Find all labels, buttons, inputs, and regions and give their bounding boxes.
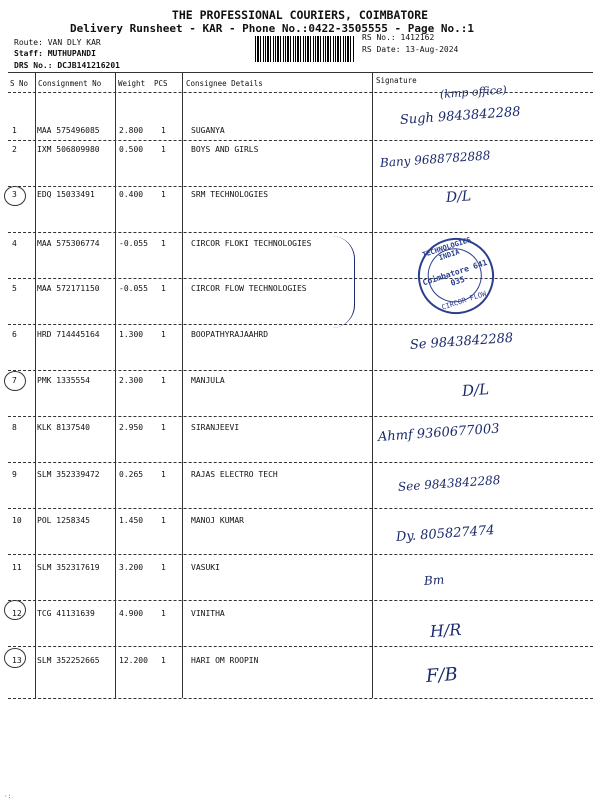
handwritten-signature: D/L xyxy=(461,380,490,400)
row-consignee: SIRANJEEVI xyxy=(191,423,240,432)
row-pcs: 1 xyxy=(161,609,166,618)
rs-date-label: RS Date: xyxy=(362,45,401,54)
row-consignment-no: IXM 506809980 xyxy=(37,145,100,154)
handwritten-signature: D/L xyxy=(445,188,472,206)
row-pcs: 1 xyxy=(161,376,166,385)
col-consignee: Consignee Details xyxy=(186,79,263,88)
col-signature: Signature xyxy=(376,76,417,85)
row-consignee: VASUKI xyxy=(191,563,220,572)
handwritten-signature: Dy. 805827474 xyxy=(395,523,496,545)
row-consignment-no: SLM 352317619 xyxy=(37,563,100,572)
handwritten-signature: H/R xyxy=(429,619,462,641)
staff-value: MUTHUPANDI xyxy=(47,49,96,58)
handwritten-signature: Ahmf 9360677003 xyxy=(377,421,500,445)
row-weight: 1.450 xyxy=(119,516,144,525)
row-sno: 7 xyxy=(12,376,17,385)
row-pcs: 1 xyxy=(161,563,166,572)
row-weight: 0.265 xyxy=(119,470,144,479)
row-consignee: CIRCOR FLOW TECHNOLOGIES xyxy=(191,284,307,293)
stamp-bottom-text: CIRCOR FLOW xyxy=(440,289,488,312)
row-consignment-no: SLM 352339472 xyxy=(37,470,100,479)
column-divider xyxy=(35,73,36,698)
row-consignment-no: TCG 41131639 xyxy=(37,609,95,618)
row-weight: 3.200 xyxy=(119,563,144,572)
row-separator xyxy=(8,462,593,463)
row-consignment-no: MAA 575306774 xyxy=(37,239,100,248)
row-sno: 3 xyxy=(12,190,17,199)
row-pcs: 1 xyxy=(161,516,166,525)
rs-date-value: 13-Aug-2024 xyxy=(405,45,459,54)
row-pcs: 1 xyxy=(161,284,166,293)
handwritten-signature: Bany 9688782888 xyxy=(379,148,491,170)
row-weight: 0.400 xyxy=(119,190,144,199)
row-sno: 6 xyxy=(12,330,17,339)
signature-brace-mark xyxy=(332,236,355,328)
row-sno: 13 xyxy=(12,656,22,665)
row-weight: 1.300 xyxy=(119,330,144,339)
drs-label: DRS No.: xyxy=(14,61,53,70)
row-consignee: HARI OM ROOPIN xyxy=(191,656,259,665)
row-sno: 10 xyxy=(12,516,22,525)
row-weight: 2.800 xyxy=(119,126,144,135)
row-weight: 2.950 xyxy=(119,423,144,432)
row-consignee: CIRCOR FLOKI TECHNOLOGIES xyxy=(191,239,312,248)
row-pcs: 1 xyxy=(161,145,166,154)
row-consignee: RAJAS ELECTRO TECH xyxy=(191,470,278,479)
row-weight: 0.500 xyxy=(119,145,144,154)
handwritten-signature: Se 9843842288 xyxy=(409,330,514,353)
row-pcs: 1 xyxy=(161,190,166,199)
col-weight: Weight xyxy=(118,79,146,88)
row-consignment-no: EDQ 15033491 xyxy=(37,190,95,199)
stamp-top-text: TECHNOLOGIES INDIA xyxy=(421,235,473,263)
route-label: Route: xyxy=(14,38,43,47)
row-consignee: BOYS AND GIRLS xyxy=(191,145,259,154)
handwritten-signature: Bm xyxy=(423,572,445,588)
column-divider xyxy=(115,73,116,698)
corner-mark: ·: xyxy=(4,793,12,800)
row-weight: -0.055 xyxy=(119,284,148,293)
row-sno: 4 xyxy=(12,239,17,248)
row-consignment-no: KLK 8137540 xyxy=(37,423,90,432)
row-consignment-no: PMK 1335554 xyxy=(37,376,90,385)
row-separator xyxy=(8,232,593,233)
row-consignment-no: MAA 572171150 xyxy=(37,284,100,293)
rs-no-value: 1412162 xyxy=(400,33,435,42)
row-separator xyxy=(8,646,593,647)
row-consignee: BOOPATHYRAJAAHRD xyxy=(191,330,269,339)
row-separator xyxy=(8,416,593,417)
row-separator xyxy=(8,370,593,371)
row-sno: 8 xyxy=(12,423,17,432)
row-sno: 2 xyxy=(12,145,17,154)
handwritten-signature: F/B xyxy=(425,663,459,687)
rs-date-field xyxy=(362,45,458,54)
row-weight: 2.300 xyxy=(119,376,144,385)
row-sno: 9 xyxy=(12,470,17,479)
column-divider xyxy=(372,73,373,698)
row-sno: 5 xyxy=(12,284,17,293)
row-sno: 12 xyxy=(12,609,22,618)
row-separator xyxy=(8,698,593,699)
rs-no-field xyxy=(362,33,434,42)
row-circle-mark xyxy=(4,600,26,620)
row-consignment-no: MAA 575496085 xyxy=(37,126,100,135)
table-top-border xyxy=(8,72,593,73)
row-weight: 12.200 xyxy=(119,656,148,665)
staff-field xyxy=(14,49,96,58)
row-consignee: SRM TECHNOLOGIES xyxy=(191,190,269,199)
row-separator xyxy=(8,508,593,509)
row-pcs: 1 xyxy=(161,470,166,479)
row-sno: 1 xyxy=(12,126,17,135)
col-sno: S No xyxy=(10,79,29,88)
barcode-image xyxy=(255,36,355,62)
row-pcs: 1 xyxy=(161,330,166,339)
row-consignee: SUGANYA xyxy=(191,126,225,135)
row-separator xyxy=(8,278,593,279)
company-seal-stamp xyxy=(408,228,504,324)
handwritten-signature: See 9843842288 xyxy=(397,472,501,494)
drs-field xyxy=(14,61,120,70)
row-circle-mark xyxy=(4,186,26,206)
row-circle-mark xyxy=(4,648,26,668)
row-sno: 11 xyxy=(12,563,22,572)
handwritten-signature: Sugh 9843842288 xyxy=(399,104,522,128)
route-field xyxy=(14,38,101,47)
column-divider xyxy=(182,73,183,698)
company-title: THE PROFESSIONAL COURIERS, COIMBATORE xyxy=(171,8,429,22)
col-consignment: Consignment No xyxy=(38,79,102,88)
row-consignment-no: POL 1258345 xyxy=(37,516,90,525)
row-consignee: VINITHA xyxy=(191,609,225,618)
row-pcs: 1 xyxy=(161,423,166,432)
row-pcs: 1 xyxy=(161,239,166,248)
row-separator xyxy=(8,600,593,601)
row-consignment-no: HRD 714445164 xyxy=(37,330,100,339)
row-circle-mark xyxy=(4,371,26,391)
row-separator xyxy=(8,324,593,325)
rs-no-label: RS No.: xyxy=(362,33,396,42)
row-separator xyxy=(8,140,593,141)
row-separator xyxy=(8,186,593,187)
row-pcs: 1 xyxy=(161,656,166,665)
row-consignment-no: SLM 352252665 xyxy=(37,656,100,665)
row-weight: 4.900 xyxy=(119,609,144,618)
stamp-middle-text: Coimbatore 641 035 xyxy=(421,257,489,288)
row-weight: -0.055 xyxy=(119,239,148,248)
row-consignee: MANJULA xyxy=(191,376,225,385)
route-value: VAN DLY KAR xyxy=(47,38,101,47)
runsheet-title: Delivery Runsheet - KAR - Phone No.:0422-3505555 - Page No.:1 xyxy=(70,22,474,35)
handwritten-note: (kmp office) xyxy=(439,83,508,101)
row-pcs: 1 xyxy=(161,126,166,135)
staff-label: Staff: xyxy=(14,49,43,58)
drs-value: DCJB141216201 xyxy=(57,61,120,70)
col-pcs: PCS xyxy=(154,79,168,88)
row-separator xyxy=(8,554,593,555)
row-consignee: MANOJ KUMAR xyxy=(191,516,244,525)
